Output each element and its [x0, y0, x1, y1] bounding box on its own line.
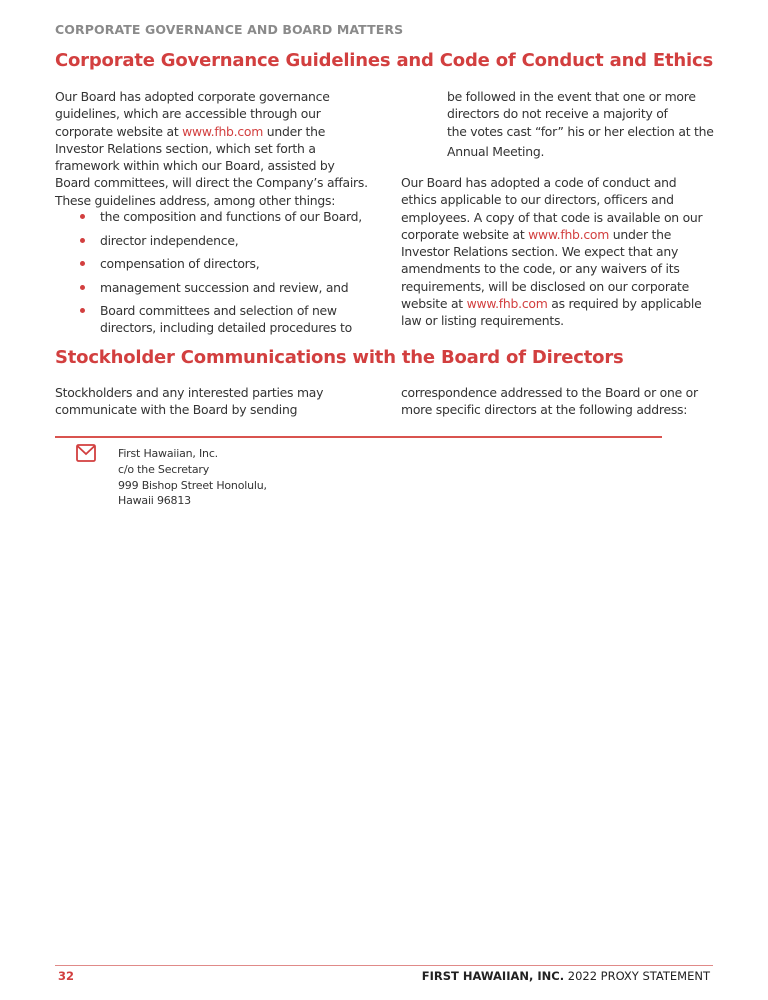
code-of-conduct-paragraph: [401, 174, 702, 330]
footer-doc: 2022 PROXY STATEMENT: [564, 969, 710, 983]
mailing-address: [118, 446, 267, 509]
text-line: framework within which our Board, assisted by: [55, 158, 335, 174]
text-line: [55, 123, 368, 140]
text-line: Annual Meeting.: [447, 143, 545, 159]
divider: [55, 436, 662, 438]
text-line: requirements, will be disclosed on our corporate: [401, 278, 690, 294]
text-line: ethics applicable to our directors, officers and: [401, 192, 674, 208]
text-line: Our Board has adopted a code of conduct and: [401, 175, 677, 190]
envelope-icon: [76, 444, 96, 462]
address-line: c/o the Secretary: [118, 462, 210, 476]
text: as required by applicable: [547, 296, 702, 312]
text-line: amendments to the code, or any waivers of its: [401, 261, 680, 277]
text: under the: [609, 226, 672, 242]
text-line: correspondence addressed to the Board or one or: [401, 385, 698, 400]
fhb-link[interactable]: www.fhb.com: [528, 226, 610, 242]
bullet-icon: [80, 285, 85, 290]
bullet-icon: [80, 308, 85, 313]
bullet-text: Board committees and selection of new directors, including detailed procedures to: [100, 303, 352, 335]
text: corporate website at: [55, 123, 183, 139]
text-line: [401, 226, 702, 243]
bullet-icon: [80, 214, 85, 219]
heading-governance-guidelines: Corporate Governance Guidelines and Code of Conduct and Ethics: [55, 50, 714, 71]
text-line: the votes cast “for” his or her election at the: [447, 123, 714, 139]
guidelines-paragraph: [55, 88, 368, 209]
text-line: Board committees, will direct the Company’s affairs.: [55, 175, 368, 191]
bullet-text: director independence,: [100, 233, 239, 248]
footer-title: [422, 969, 710, 983]
text-line: [401, 295, 702, 312]
text: under the: [263, 123, 326, 139]
communications-paragraph-left: [55, 384, 323, 419]
text-line: be followed in the event that one or more: [447, 89, 696, 104]
bullet-icon: [80, 261, 85, 266]
text-line: Investor Relations section. We expect that any: [401, 244, 679, 260]
text: corporate website at: [401, 226, 529, 242]
address-line: Hawaii 96813: [118, 494, 191, 508]
text-line: law or listing requirements.: [401, 313, 564, 329]
page-number: 32: [58, 969, 75, 983]
bullet-continuation: [447, 88, 714, 160]
footer-rule: [55, 965, 713, 966]
bullet-text: management succession and review, and: [100, 280, 349, 295]
footer-company: FIRST HAWAIIAN, INC.: [421, 969, 565, 983]
text-line: Our Board has adopted corporate governance: [55, 89, 330, 104]
text-line: employees. A copy of that code is available on our: [401, 209, 703, 225]
bullet-text: compensation of directors,: [100, 256, 260, 271]
heading-stockholder-communications: Stockholder Communications with the Board of Directors: [55, 347, 624, 368]
text: website at: [401, 296, 467, 312]
address-line: First Hawaiian, Inc.: [118, 447, 218, 460]
text-line: guidelines, which are accessible through our: [55, 106, 321, 122]
text-line: These guidelines address, among other things:: [55, 192, 336, 208]
address-line: 999 Bishop Street Honolulu,: [118, 478, 267, 492]
section-kicker: CORPORATE GOVERNANCE AND BOARD MATTERS: [55, 22, 404, 37]
text-line: communicate with the Board by sending: [55, 402, 298, 418]
bullet-text: the composition and functions of our Board,: [100, 209, 362, 224]
text-line: directors do not receive a majority of: [447, 106, 668, 122]
fhb-link[interactable]: www.fhb.com: [182, 123, 264, 139]
text-line: Investor Relations section, which set forth a: [55, 140, 316, 156]
fhb-link[interactable]: www.fhb.com: [466, 296, 548, 312]
text-line: Stockholders and any interested parties may: [55, 385, 324, 400]
bullet-icon: [80, 238, 85, 243]
text-line: more specific directors at the following address:: [401, 402, 688, 418]
communications-paragraph-right: [401, 384, 698, 419]
